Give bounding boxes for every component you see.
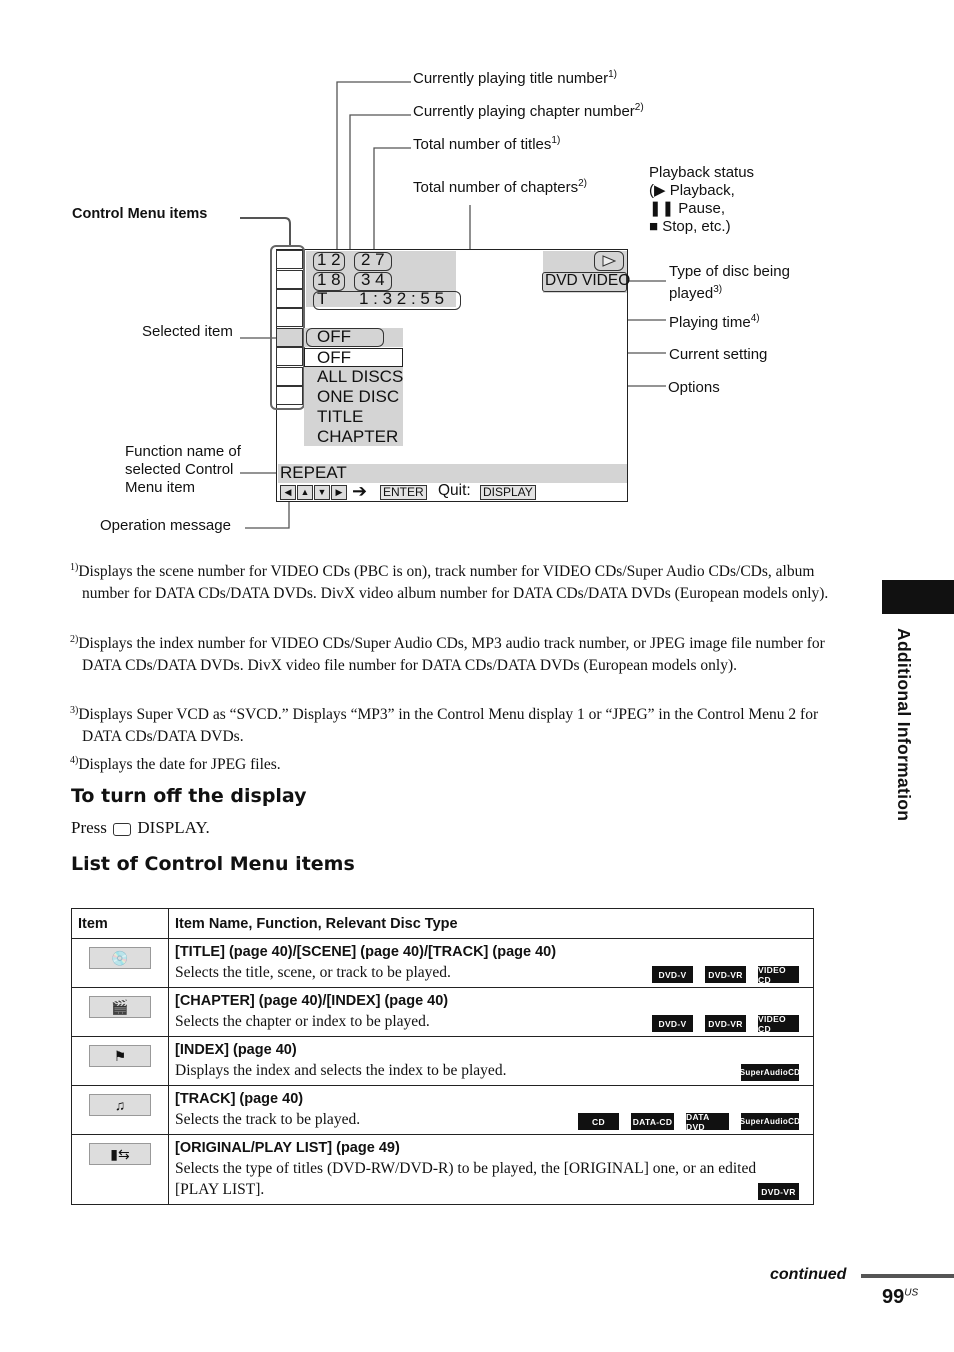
item-desc: Selects the type of titles (DVD-RW/DVD-R) to be played, the [ORIGINAL] one, or an edited [PLAY LIST].: [175, 1160, 757, 1198]
menu-icon-slot: [276, 270, 303, 289]
title-disc-icon: 💿: [89, 947, 151, 969]
col-item: Item: [72, 909, 169, 939]
menu-icon-slot: [276, 308, 303, 327]
option-item[interactable]: OFF: [317, 348, 351, 367]
disc-badges: [578, 1113, 799, 1130]
table-row: [72, 1086, 814, 1135]
badge-super-audio-cd: SuperAudioCD: [741, 1113, 799, 1130]
left-arrow-icon: ◀: [280, 485, 296, 500]
page-number: $99^{US}$: [882, 1286, 919, 1308]
section-tab: [882, 580, 954, 614]
original-playlist-icon: ▮⇆: [89, 1143, 151, 1165]
enter-key: ENTER: [380, 485, 427, 500]
item-desc: Selects the title, scene, or track to be played.: [175, 964, 451, 981]
option-item[interactable]: ONE DISC: [317, 387, 400, 406]
option-item[interactable]: TITLE: [317, 407, 364, 426]
disc-badges: [652, 1015, 799, 1032]
badge-data-cd: DATA-CD: [631, 1113, 674, 1130]
menu-icon-slot: [276, 367, 303, 386]
item-title: [CHAPTER] (page 40)/[INDEX] (page 40): [175, 993, 449, 1009]
badge-cd: CD: [578, 1113, 619, 1130]
item-desc: Displays the index and selects the index to be played.: [175, 1062, 507, 1079]
badge-video-cd: VIDEO CD: [758, 1015, 799, 1032]
callout-title-number: Currently playing title number$^{1)}$: [413, 69, 617, 87]
disc-badges: [741, 1064, 799, 1081]
disc-badges: [758, 1183, 799, 1200]
badge-super-audio-cd: SuperAudioCD: [741, 1064, 799, 1081]
up-arrow-icon: ▲: [297, 485, 313, 500]
disc-type: DVD VIDEO: [545, 272, 631, 289]
callout-total-titles: Total number of titles$^{1)}$: [413, 135, 561, 153]
section-tab-label: Additional Information: [894, 628, 914, 822]
title-number: 1 2: [317, 250, 341, 269]
chapter-number: 1 8: [317, 270, 341, 289]
footnote-1: $^{1)}$Displays the scene number for VIDEO CDs (PBC is on), track number for VIDEO CDs/Super Audio CDs/CDs, album number for DATA CDs/DATA DVDs. DivX video album number for DATA CDs/DATA DVDs (European models only).: [70, 562, 829, 603]
callout-function-name: Function name of selected Control Menu item: [125, 443, 241, 496]
menu-icon-slot: [276, 386, 303, 405]
table-row: [72, 939, 814, 988]
turn-off-heading: To turn off the display: [71, 785, 307, 807]
current-setting: OFF: [317, 327, 351, 346]
music-note-icon: ♫: [89, 1094, 151, 1116]
time-label: T: [317, 289, 328, 308]
continued-rule: [861, 1274, 954, 1278]
badge-dvd-vr: DVD-VR: [758, 1183, 799, 1200]
item-title: [TRACK] (page 40): [175, 1091, 304, 1107]
control-menu-table: [71, 908, 814, 1205]
total-chapters: 3 4: [361, 270, 385, 289]
continued-label: continued: [770, 1266, 847, 1283]
down-arrow-icon: ▼: [314, 485, 330, 500]
item-desc: Selects the track to be played.: [175, 1111, 361, 1128]
playback-status-icon: [594, 251, 624, 271]
badge-video-cd: VIDEO CD: [758, 966, 799, 983]
callout-disc-type: Type of disc being played$^{3)}$: [669, 263, 790, 302]
table-row: [72, 1135, 814, 1205]
menu-icon-slot-selected: [276, 328, 303, 347]
callout-operation-message: Operation message: [100, 517, 231, 534]
callout-current-setting: Current setting: [669, 346, 768, 363]
callout-chapter-number: Currently playing chapter number$^{2)}$: [413, 102, 644, 120]
badge-data-dvd: DATA DVD: [686, 1113, 729, 1130]
function-name: REPEAT: [280, 463, 347, 482]
footnote-2: $^{2)}$Displays the index number for VIDEO CDs/Super Audio CDs, MP3 audio track number, or JPEG image file number for DATA CDs/DATA DVDs. DivX video file number for DATA CDs/DATA DVDs (European models only).: [70, 634, 825, 675]
callout-options: Options: [668, 379, 720, 396]
option-item[interactable]: ALL DISCS: [317, 367, 404, 386]
callout-playing-time: Playing time$^{4)}$: [669, 313, 760, 331]
list-heading: List of Control Menu items: [71, 853, 355, 875]
item-desc: Selects the chapter or index to be played.: [175, 1013, 430, 1030]
callout-selected-item: Selected item: [142, 323, 233, 340]
table-row: [72, 988, 814, 1037]
item-title: [TITLE] (page 40)/[SCENE] (page 40)/[TRACK] (page 40): [175, 944, 557, 960]
footnote-4: $^{4)}$Displays the date for JPEG files.: [70, 755, 281, 774]
press-instruction: Press DISPLAY.: [71, 818, 210, 837]
quit-label: Quit:: [438, 482, 471, 499]
menu-icon-slot: [276, 347, 303, 366]
disc-badges: [652, 966, 799, 983]
arrow-right-icon: ➔: [352, 481, 368, 501]
col-name: Item Name, Function, Relevant Disc Type: [169, 909, 814, 939]
option-item[interactable]: CHAPTER: [317, 427, 399, 446]
item-title: [INDEX] (page 40): [175, 1042, 297, 1058]
badge-dvd-vr: DVD-VR: [705, 1015, 746, 1032]
badge-dvd-v: DVD-V: [652, 1015, 693, 1032]
playing-time: 1 : 3 2 : 5 5: [359, 289, 445, 308]
callout-playback-status: Playback status (▶ Playback, ❚❚ Pause, ■ Stop, etc.): [649, 164, 755, 235]
right-arrow-icon: ▶: [331, 485, 347, 500]
clapperboard-icon: 🎬: [89, 996, 151, 1018]
arrow-keys: [280, 485, 347, 500]
table-row: [72, 1037, 814, 1086]
item-title: [ORIGINAL/PLAY LIST] (page 49): [175, 1140, 400, 1156]
index-flag-icon: ⚑: [89, 1045, 151, 1067]
callout-control-menu-items: Control Menu items: [72, 206, 208, 222]
badge-dvd-vr: DVD-VR: [705, 966, 746, 983]
display-button-icon: [113, 823, 131, 836]
total-titles: 2 7: [361, 250, 385, 269]
badge-dvd-v: DVD-V: [652, 966, 693, 983]
table-header-row: [72, 909, 814, 939]
menu-icon-slot: [276, 289, 303, 308]
display-key: DISPLAY: [480, 485, 536, 500]
menu-icon-slot: [276, 250, 303, 269]
callout-total-chapters: Total number of chapters$^{2)}$: [413, 178, 587, 196]
footnote-3: $^{3)}$Displays Super VCD as “SVCD.” Displays “MP3” in the Control Menu display 1 or “JPEG” in the Control Menu 2 for DATA CDs/DATA DVDs.: [70, 705, 819, 746]
